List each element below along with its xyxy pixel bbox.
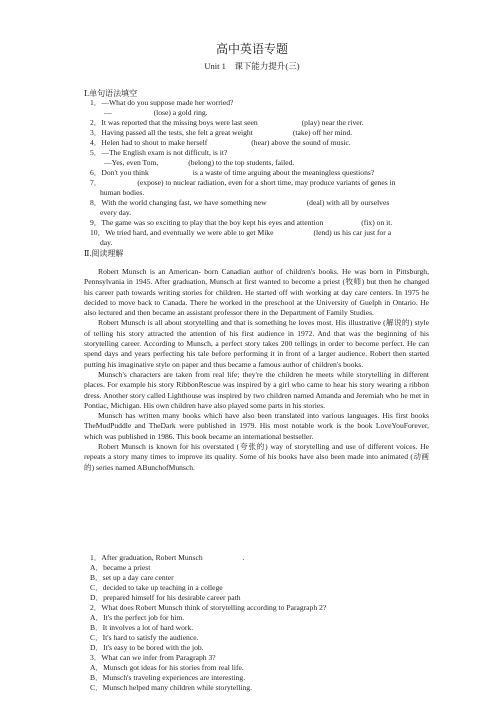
- option-1c: C．decided to take up teaching in a college: [90, 583, 223, 592]
- question-1: 1．After graduation, Robert Munsch .: [90, 553, 245, 562]
- grammar-item-5: 5．—The English exam is not difficult, is it?: [90, 148, 228, 157]
- option-2b: B．It involves a lot of hard work.: [90, 623, 194, 632]
- grammar-item-8b: every day.: [100, 208, 132, 217]
- paragraph-4: Munsch has written many books which have also been translated into various languages. His first books TheMudPuddle and TheDark were published in 1979. His most notable work is the book LoveYouForever, which was published in 1986. This book became an international bestseller.: [84, 411, 429, 441]
- option-1d: D．prepared himself for his desirable career path: [90, 593, 241, 602]
- option-1a: A．became a priest: [90, 563, 151, 572]
- option-3a: A．Munsch got ideas for his stories from real life.: [90, 663, 244, 672]
- grammar-item-8: 8．With the world changing fast, we have something new (deal) with all by ourselves: [90, 198, 390, 207]
- page-subtitle: Unit 1 课下能力提升(三): [204, 61, 300, 71]
- question-2: 2．What does Robert Munsch think of storytelling according to Paragraph 2?: [90, 603, 327, 612]
- grammar-item-4: 4．Helen had to shout to make herself (hear) above the sound of music.: [90, 138, 351, 147]
- paragraph-5: Robert Munsch is known for his overstated (夸张的) way of storytelling and use of different voices. He repeats a story many times to improve its quality. Some of his books have also been made into animated (动画的) series named ABunchofMunsch.: [84, 442, 429, 472]
- grammar-item-1: 1．—What do you suppose made her worried?: [90, 98, 234, 107]
- paragraph-1: Robert Munsch is an American- born Canadian author of children's books. He was born in Pittsburgh, Pennsylvania in 1945. After graduation, Munsch at first wanted to become a priest (牧师) but then he changed his career path towards writing stories for children. He started off with working at day care centers. In 1975 he decided to move back to Canada. There he worked in the preschool at the University of Guelph in Ontario. He also lectured and then became an assistant professor there in the Department of Family Studies.: [84, 267, 429, 318]
- grammar-item-10: 10．We tried hard, and eventually we were able to get Mike (lend) us his car just for a: [90, 228, 392, 237]
- option-3b: B．Munsch's traveling experiences are interesting.: [90, 673, 246, 682]
- paragraph-2: Robert Munsch is all about storytelling and that is something he loves most. His illustrative (解说的) style of telling his story attracted the attention of his first audience in 1972. And that was the beginning of his storytelling career. According to Munsch, a perfect story takes 200 tellings in order to become perfect. He can spend days and years perfecting his tale before performing it in front of a larger audience. Robert then started putting his imaginative style on paper and thus became a famous author of children's books.: [84, 318, 429, 369]
- question-3: 3．What can we infer from Paragraph 3?: [90, 653, 216, 662]
- section-grammar-heading: Ⅰ.单句语法填空: [84, 89, 138, 98]
- grammar-item-2: 2．It was reported that the missing boys were last seen (play) near the river.: [90, 118, 364, 127]
- grammar-item-7b: human bodies.: [100, 188, 145, 197]
- grammar-item-3: 3．Having passed all the tests, she felt a great weight (take) off her mind.: [90, 128, 353, 137]
- grammar-item-5b: —Yes, even Tom, (belong) to the top students, failed.: [104, 158, 295, 167]
- section-reading-heading: Ⅱ.阅读理解: [84, 249, 124, 258]
- paragraph-3: Munsch's characters are taken from real life; they're the children he meets while storytelling in different places. For example his story RibbonRescue was inspired by a girl who came to hear his story wearing a ribbon dress. Another story called Lighthouse was inspired by two children named Amanda and Jeremiah who he met in Pontiac, Michigan. His own children have also played some parts in his stories.: [84, 369, 429, 410]
- grammar-item-6: 6．Don't you think is a waste of time arguing about the meaningless questions?: [90, 168, 375, 177]
- option-3c: C．Munsch helped many children while storytelling.: [90, 683, 252, 692]
- option-2c: C．It's hard to satisfy the audience.: [90, 633, 199, 642]
- grammar-item-9: 9．The game was so exciting to play that the boy kept his eyes and attention (fix) on it.: [90, 218, 393, 227]
- grammar-item-1b: — (lose) a gold ring.: [104, 108, 208, 117]
- grammar-item-10b: day.: [100, 238, 113, 247]
- reading-passage: [84, 267, 429, 473]
- page-title: 高中英语专题: [215, 42, 288, 56]
- option-2a: A．It's the perfect job for him.: [90, 613, 185, 622]
- option-1b: B．set up a day care center: [90, 573, 174, 582]
- grammar-item-7: 7． (expose) to nuclear radiation, even for a short time, may produce variants of genes in: [90, 178, 396, 187]
- option-2d: D．It's easy to be bored with the job.: [90, 643, 204, 652]
